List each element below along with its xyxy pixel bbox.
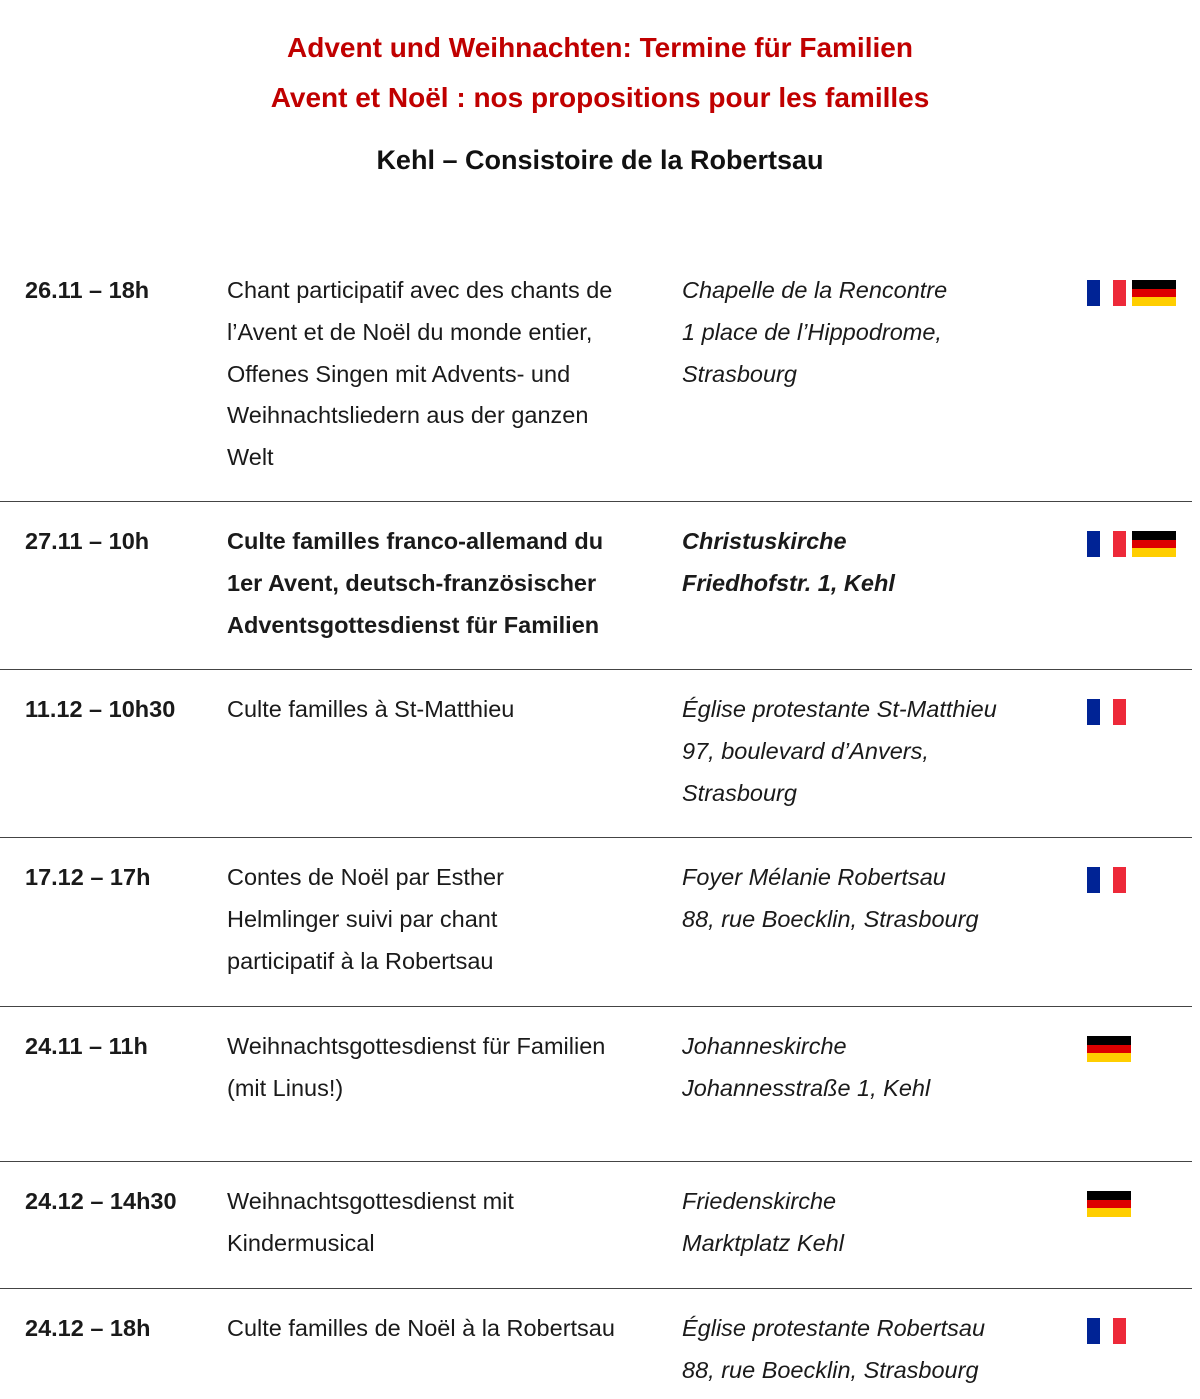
event-date: 17.12 – 17h xyxy=(25,864,151,890)
page-subtitle: Kehl – Consistoire de la Robertsau xyxy=(376,145,824,175)
description-line: participatif à la Robertsau xyxy=(227,947,494,974)
description-line: Kindermusical xyxy=(227,1229,375,1256)
location-line: Christuskirche xyxy=(682,528,847,554)
de-flag-icon xyxy=(1087,1036,1131,1062)
location-line: Foyer Mélanie Robertsau xyxy=(682,864,946,890)
event-description xyxy=(227,521,603,646)
description-line: Weihnachtsgottesdienst für Familien xyxy=(227,1033,606,1059)
event-date: 24.12 – 18h xyxy=(25,1315,151,1341)
description-line: (mit Linus!) xyxy=(227,1074,344,1101)
location-line: Strasbourg xyxy=(682,779,797,806)
description-line: Weihnachtsgottesdienst mit xyxy=(227,1188,514,1214)
row-divider xyxy=(0,837,1192,838)
de-flag-icon xyxy=(1132,531,1176,557)
event-location xyxy=(682,1181,844,1265)
description-line: Contes de Noël par Esther xyxy=(227,864,504,890)
location-line: Johannesstraße 1, Kehl xyxy=(682,1074,931,1101)
event-description xyxy=(227,1308,615,1350)
location-line: 97, boulevard d’Anvers, xyxy=(682,737,929,764)
fr-flag-icon xyxy=(1087,699,1126,725)
description-line: Weihnachtsliedern aus der ganzen xyxy=(227,402,589,429)
row-divider xyxy=(0,1288,1192,1289)
event-date: 26.11 – 18h xyxy=(25,277,150,303)
fr-flag-icon xyxy=(1087,1318,1126,1344)
location-line: 88, rue Boecklin, Strasbourg xyxy=(682,905,979,932)
description-line: Adventsgottesdienst für Familien xyxy=(227,611,600,638)
description-line: Culte familles franco-allemand du xyxy=(227,528,604,554)
row-divider xyxy=(0,1006,1192,1007)
location-line: Chapelle de la Rencontre xyxy=(682,277,948,303)
event-location xyxy=(682,521,895,605)
event-description xyxy=(227,689,514,731)
de-flag-icon xyxy=(1132,280,1176,306)
description-line: Culte familles de Noël à la Robertsau xyxy=(227,1315,615,1341)
event-description xyxy=(227,270,612,479)
fr-flag-icon xyxy=(1087,867,1126,893)
location-line: Marktplatz Kehl xyxy=(682,1229,844,1256)
row-divider xyxy=(0,669,1192,670)
fr-flag-icon xyxy=(1087,280,1126,306)
description-line: Helmlinger suivi par chant xyxy=(227,905,498,932)
description-line: Offenes Singen mit Advents- und xyxy=(227,360,571,387)
location-line: 88, rue Boecklin, Strasbourg xyxy=(682,1356,979,1383)
description-line: 1er Avent, deutsch-französischer xyxy=(227,569,597,596)
event-description xyxy=(227,1026,605,1110)
fr-flag-icon xyxy=(1087,531,1126,557)
event-location xyxy=(682,1026,930,1110)
location-line: Église protestante Robertsau xyxy=(682,1315,986,1341)
row-divider xyxy=(0,1161,1192,1162)
event-description xyxy=(227,1181,514,1265)
location-line: Église protestante St-Matthieu xyxy=(682,696,997,722)
description-line: Welt xyxy=(227,444,274,471)
event-location xyxy=(682,689,997,814)
de-flag-icon xyxy=(1087,1191,1131,1217)
location-line: Friedenskirche xyxy=(682,1188,837,1214)
description-line: Chant participatif avec des chants de xyxy=(227,277,613,303)
title-german: Advent und Weihnachten: Termine für Familien xyxy=(287,32,913,63)
location-line: Strasbourg xyxy=(682,360,797,387)
event-date: 24.12 – 14h30 xyxy=(25,1188,177,1214)
description-line: l’Avent et de Noël du monde entier, xyxy=(227,318,593,345)
description-line: Culte familles à St-Matthieu xyxy=(227,696,515,722)
event-location xyxy=(682,857,979,941)
event-date: 11.12 – 10h30 xyxy=(25,696,176,722)
event-location xyxy=(682,1308,985,1392)
location-line: 1 place de l’Hippodrome, xyxy=(682,318,942,345)
row-divider xyxy=(0,501,1192,502)
event-location xyxy=(682,270,947,395)
event-date: 27.11 – 10h xyxy=(25,528,150,554)
event-description xyxy=(227,857,504,982)
title-french: Avent et Noël : nos propositions pour les familles xyxy=(270,82,930,113)
event-date: 24.11 – 11h xyxy=(25,1033,148,1059)
location-line: Friedhofstr. 1, Kehl xyxy=(682,569,895,596)
location-line: Johanneskirche xyxy=(682,1033,847,1059)
